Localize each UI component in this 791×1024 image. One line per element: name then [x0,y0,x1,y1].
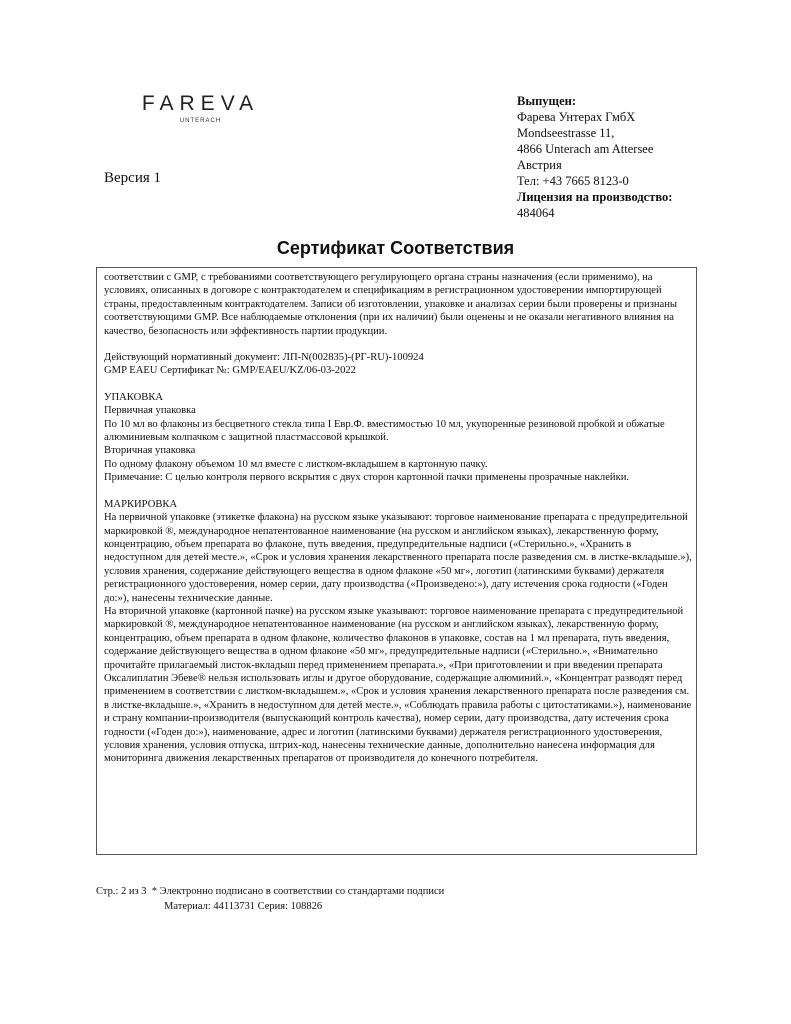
secondary-marking-text: На вторичной упаковке (картонной пачке) на русском языке указывают: торговое наименование препарата с предупредительной маркировкой ®, международное непатентованное наименование (на русском и английском языках), лекарственную форму, концентрацию, объем препарата в одном флаконе, количество флаконов в упаковке, состав на 1 мл препарата, путь введения, содержание действующего вещества в одном флаконе «50 мг», предупредительные надписи («Стерильно.», «Внимательно прочитайте прилагаемый листок-вкладыш перед применением препарата.», «При приготовлении и при введении препарата Оксалиплатин Эбеве® нельзя использовать иглы и другое оборудование, содержащие алюминий.», «Концентрат разводят перед применением в соответствии с листком-вкладышем.», «Срок и условия хранения лекарственного препарата после разведения см. в листке-вкладыше.», «Хранить в недоступном для детей месте.», «Соблюдать правила работы с цитостатиками.»), наименование и страну компании-производителя (выпускающий контроль качества), номер серии, дату производства, дату истечения срока годности («Годен до:»), наименование, адрес и логотип (латинскими буквами) держателя регистрационного удостоверения, условия хранения, условия отпуска, штрих-код, нанесены технические данные, дополнительно нанесена информация для мониторинга движения лекарственных препаратов от производителя до конечного потребителя. [104,605,692,765]
page-footer [96,884,444,914]
document-version: Версия 1 [104,170,161,186]
secondary-packaging-label: Вторичная упаковка [104,445,196,457]
regulatory-document: Действующий нормативный документ: ЛП-N(002835)-(РГ-RU)-100924 [104,352,424,364]
issuer-line: Австрия [517,158,562,172]
material-info: Материал: 44113731 Серия: 108826 [164,901,323,912]
primary-marking-text: На первичной упаковке (этикетке флакона) на русском языке указывают: торговое наименование препарата с предупредительной маркировкой ®, международное непатентованное наименование (на русском и английском языках), лекарственную форму, концентрацию, объем препарата во флаконе, путь введения, предупредительные надписи («Стерильно.», «Хранить в недоступном для детей месте.», «Срок и условия хранения лекарственного препарата после разведения см. в листке-вкладыше.»), условия хранения, содержание действующего вещества в одном флаконе «50 мг», логотип (латинскими буквами) держателя регистрационного удостоверения, номер серии, дату производства («Произведено:»), дату истечения срока годности («Годен до:»), нанесены технические данные. [104,512,692,604]
packaging-heading: УПАКОВКА [104,391,164,403]
page-number: Стр.: 2 из 3 [96,886,147,897]
issuer-line: 4866 Unterach am Attersee [517,142,654,156]
license-label: Лицензия на производство: [517,190,673,204]
signature-note: * Электронно подписано в соответствии со стандартами подписи [151,886,445,897]
issuer-line: Mondseestrasse 11, [517,126,615,140]
gmp-certificate: GMP EAEU Сертификат №: GMP/EAEU/KZ/06-03-2022 [104,365,356,377]
license-number: 484064 [517,206,555,220]
primary-packaging-label: Первичная упаковка [104,405,196,417]
certificate-title: Сертификат Соответствия [276,238,515,258]
issuer-line: Фарева Унтерах ГмбХ [517,110,636,124]
packaging-note: Примечание: С целью контроля первого вскрытия с двух сторон картонной пачки применены прозрачные наклейки. [104,472,630,484]
primary-packaging-text: По 10 мл во флаконы из бесцветного стекла типа I Евр.Ф. вместимостью 10 мл, укупоренные резиновой пробкой и обжатые алюминиевым колпачком с защитной пластмассовой крышкой. [104,418,665,444]
intro-paragraph: соответствии с GMP, с требованиями соответствующего регулирующего органа страны назначения (если применимо), на условиях, описанных в договоре с контрактодателем и спецификациям в регистрационном удостоверении импортирующей страны, предоставленным контрактодателем. Записи об изготовлении, упаковке и анализах серии были проверены и признаны соответствующими GMP. Все наблюдаемые отклонения (при их наличии) были оценены и не оказали негативного влияния на качество, безопасность или эффективность партии продукции. [104,272,678,337]
issuer-label: Выпущен: [517,94,577,108]
logo-subtext: UNTERACH [179,118,222,124]
certificate-body [104,271,692,766]
issuer-line: Тел: +43 7665 8123-0 [517,174,629,188]
marking-heading: МАРКИРОВКА [104,498,178,510]
issuer-block [517,93,672,221]
fareva-logo [118,92,283,124]
secondary-packaging-text: По одному флакону объемом 10 мл вместе с листком-вкладышем в картонную пачку. [104,458,488,470]
logo-text: FAREVA [141,92,260,115]
